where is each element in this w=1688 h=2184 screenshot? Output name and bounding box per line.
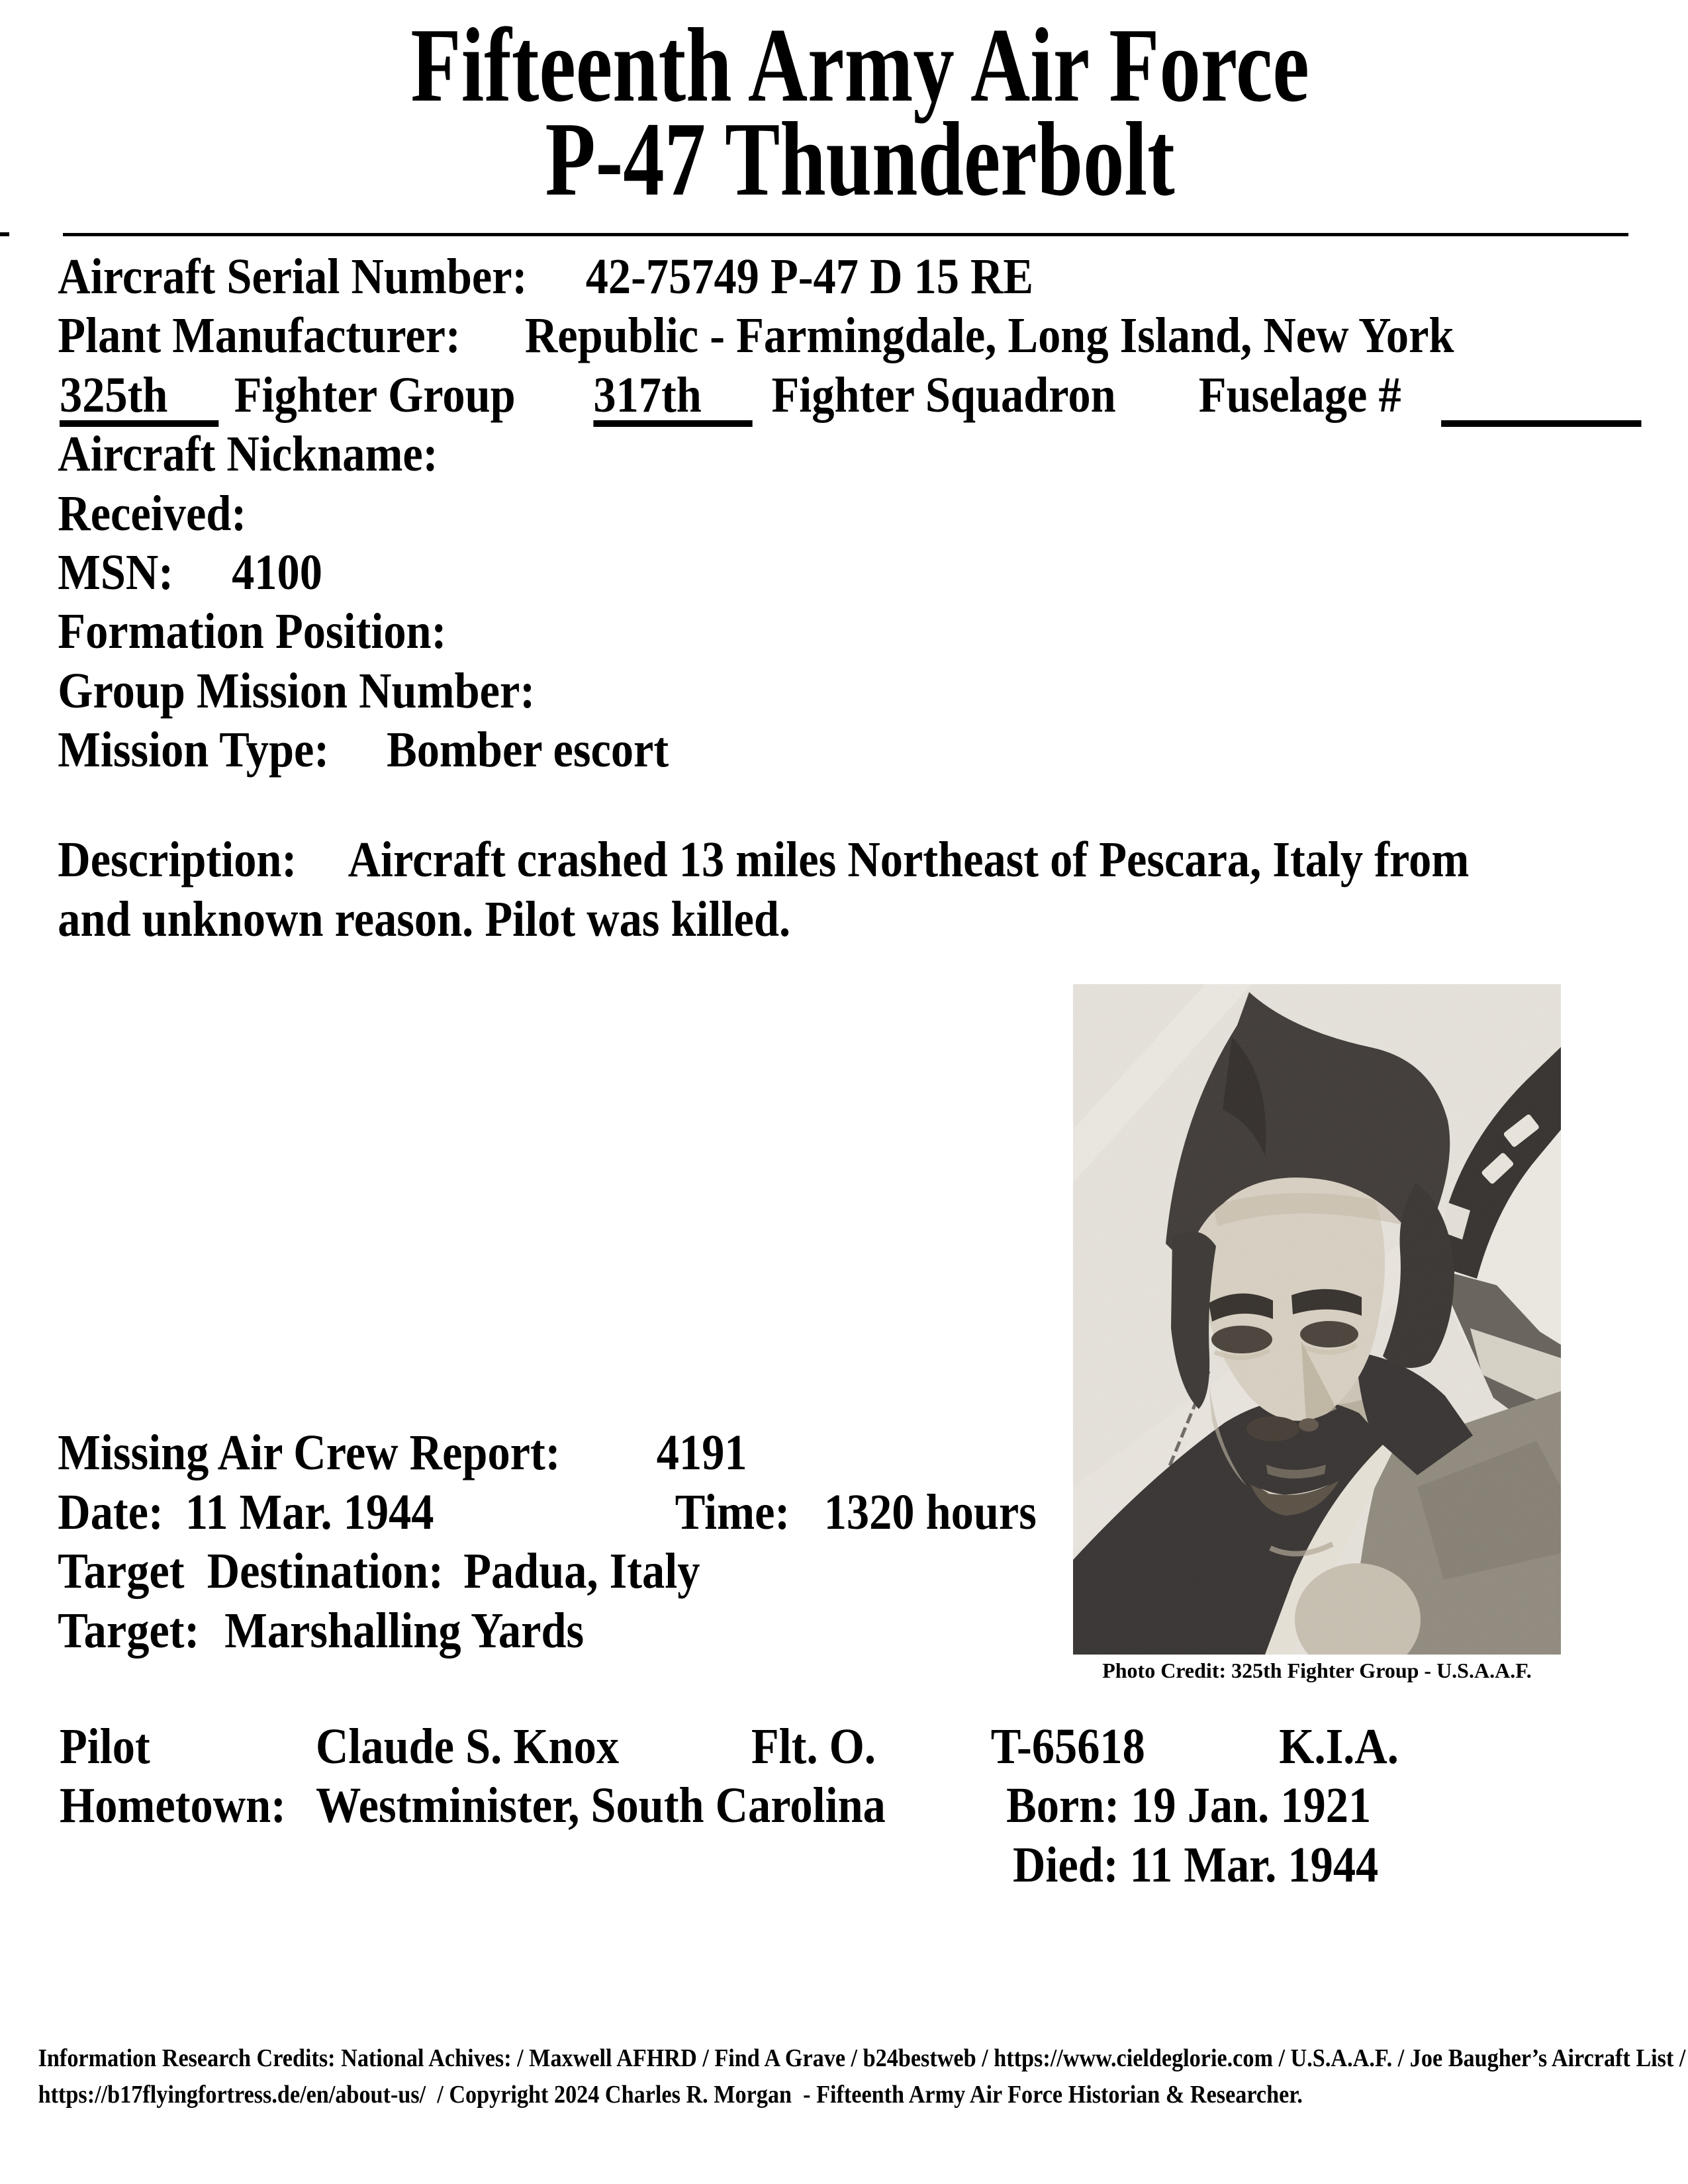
manufacturer-label: Plant Manufacturer: xyxy=(58,308,461,363)
target-destination-label: Target Destination: xyxy=(58,1543,444,1599)
macr-label: Missing Air Crew Report: xyxy=(58,1425,561,1480)
description-row-1 xyxy=(0,832,1688,891)
date-value: 11 Mar. 1944 xyxy=(185,1484,434,1540)
pilot-role-label: Pilot xyxy=(60,1719,150,1774)
pilot-born: Born: 19 Jan. 1921 xyxy=(1006,1778,1372,1833)
field-row-formation-position xyxy=(0,606,1688,663)
field-row-manufacturer xyxy=(0,310,1688,367)
fighter-squadron-label: Fighter Squadron xyxy=(771,367,1116,423)
nickname-label: Aircraft Nickname: xyxy=(58,426,438,482)
hometown-row xyxy=(0,1780,1688,1837)
serial-number-label: Aircraft Serial Number: xyxy=(58,249,528,304)
field-row-group-mission xyxy=(0,663,1688,723)
description-row-2 xyxy=(0,891,1688,951)
photo-credit: Photo Credit: 325th Fighter Group - U.S.A.A.F. xyxy=(1102,1659,1532,1682)
mission-type-label: Mission Type: xyxy=(58,722,330,778)
macr-value: 4191 xyxy=(656,1425,747,1480)
target-destination-value: Padua, Italy xyxy=(463,1543,700,1599)
page-title: Fifteenth Army Air Force xyxy=(410,6,1309,124)
hometown-value: Westminister, South Carolina xyxy=(316,1778,886,1833)
field-row-msn xyxy=(0,547,1688,604)
hometown-label: Hometown: xyxy=(60,1778,286,1833)
field-row-received xyxy=(0,488,1688,545)
field-row-serial-number xyxy=(0,251,1688,308)
msn-value: 4100 xyxy=(232,545,322,600)
pilot-name: Claude S. Knox xyxy=(316,1719,620,1774)
credits-footer-line1: Information Research Credits: National Achives: / Maxwell AFHRD / Find A Grave / b24bestweb / https://www.cieldeglorie.com / U.S.A.A.F. / Joe Baugher’s Aircraft List / xyxy=(38,2044,1686,2072)
target-value: Marshalling Yards xyxy=(224,1603,585,1659)
formation-position-label: Formation Position: xyxy=(58,604,447,659)
fighter-squadron-number: 317th xyxy=(593,370,752,427)
died-row xyxy=(0,1837,1688,1897)
time-label: Time: xyxy=(675,1484,790,1540)
fuselage-number-blank xyxy=(1441,370,1641,427)
photo-grain xyxy=(1073,984,1561,1655)
date-label: Date: xyxy=(58,1484,164,1540)
fuselage-number-label: Fuselage # xyxy=(1198,367,1401,423)
pilot-photo xyxy=(1073,984,1561,1655)
fighter-group-label: Fighter Group xyxy=(234,367,516,423)
description-text-line2: and unknown reason. Pilot was killed. xyxy=(58,891,791,947)
description-text-line1: Aircraft crashed 13 miles Northeast of Pescara, Italy from xyxy=(348,832,1470,887)
pilot-died: Died: 11 Mar. 1944 xyxy=(1013,1837,1379,1893)
pilot-status: K.I.A. xyxy=(1279,1719,1399,1774)
field-row-group-squadron xyxy=(0,367,1688,427)
pilot-row xyxy=(0,1721,1688,1778)
time-value: 1320 hours xyxy=(823,1484,1037,1540)
fighter-group-number: 325th xyxy=(60,370,218,427)
credits-footer-line2: https://b17flyingfortress.de/en/about-us/ / Copyright 2024 Charles R. Morgan - Fifteenth Army Air Force Historian & Researcher. xyxy=(38,2081,1303,2109)
pilot-serial-number: T-65618 xyxy=(990,1719,1145,1774)
page-subtitle: P-47 Thunderbolt xyxy=(545,100,1175,218)
field-row-nickname xyxy=(0,426,1688,486)
pilot-rank: Flt. O. xyxy=(751,1719,876,1774)
manufacturer-value: Republic - Farmingdale, Long Island, New York xyxy=(524,308,1454,363)
field-row-mission-type xyxy=(0,722,1688,782)
target-label: Target: xyxy=(58,1603,200,1659)
serial-number-value: 42-75749 P-47 D 15 RE xyxy=(585,249,1034,304)
mission-type-value: Bomber escort xyxy=(387,722,669,778)
received-label: Received: xyxy=(58,486,247,541)
group-mission-label: Group Mission Number: xyxy=(58,663,536,719)
msn-label: MSN: xyxy=(58,545,174,600)
pilot-photo-svg xyxy=(1073,984,1561,1655)
description-label: Description: xyxy=(58,832,297,887)
